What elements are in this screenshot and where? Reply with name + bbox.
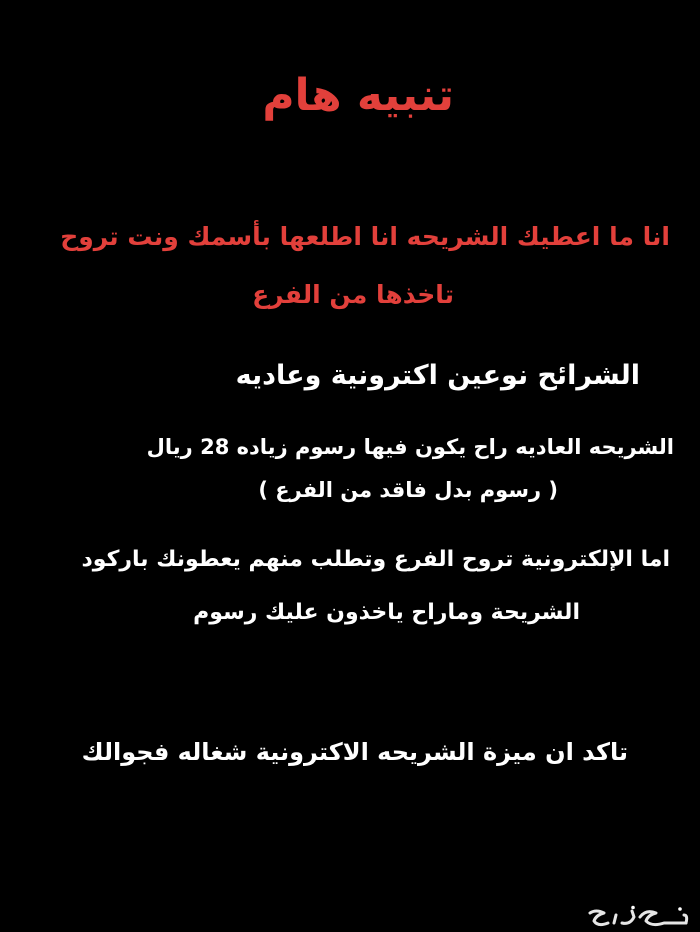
- haraj-watermark-logo: [586, 905, 692, 929]
- warning-line-2: تاخذها من الفرع: [252, 280, 454, 309]
- confirm-esim-line: تاكد ان ميزة الشريحه الاكترونية شغاله فجوالك: [81, 738, 628, 766]
- sim-types-heading: الشرائح نوعين اكترونية وعاديه: [235, 360, 640, 391]
- regular-sim-line-2: ( رسوم بدل فاقد من الفرع ): [258, 478, 558, 502]
- warning-line-1: انا ما اعطيك الشريحه انا اطلعها بأسمك ونت تروح: [60, 222, 670, 251]
- regular-sim-line-1: الشريحه العاديه راح يكون فيها رسوم زياده 28 ريال: [146, 435, 674, 459]
- esim-line-1: اما الإلكترونية تروح الفرع وتطلب منهم يعطونك باركود: [81, 547, 670, 572]
- esim-line-2: الشريحة وماراح ياخذون عليك رسوم: [193, 600, 580, 625]
- notice-title: تنبيه هام: [262, 70, 454, 121]
